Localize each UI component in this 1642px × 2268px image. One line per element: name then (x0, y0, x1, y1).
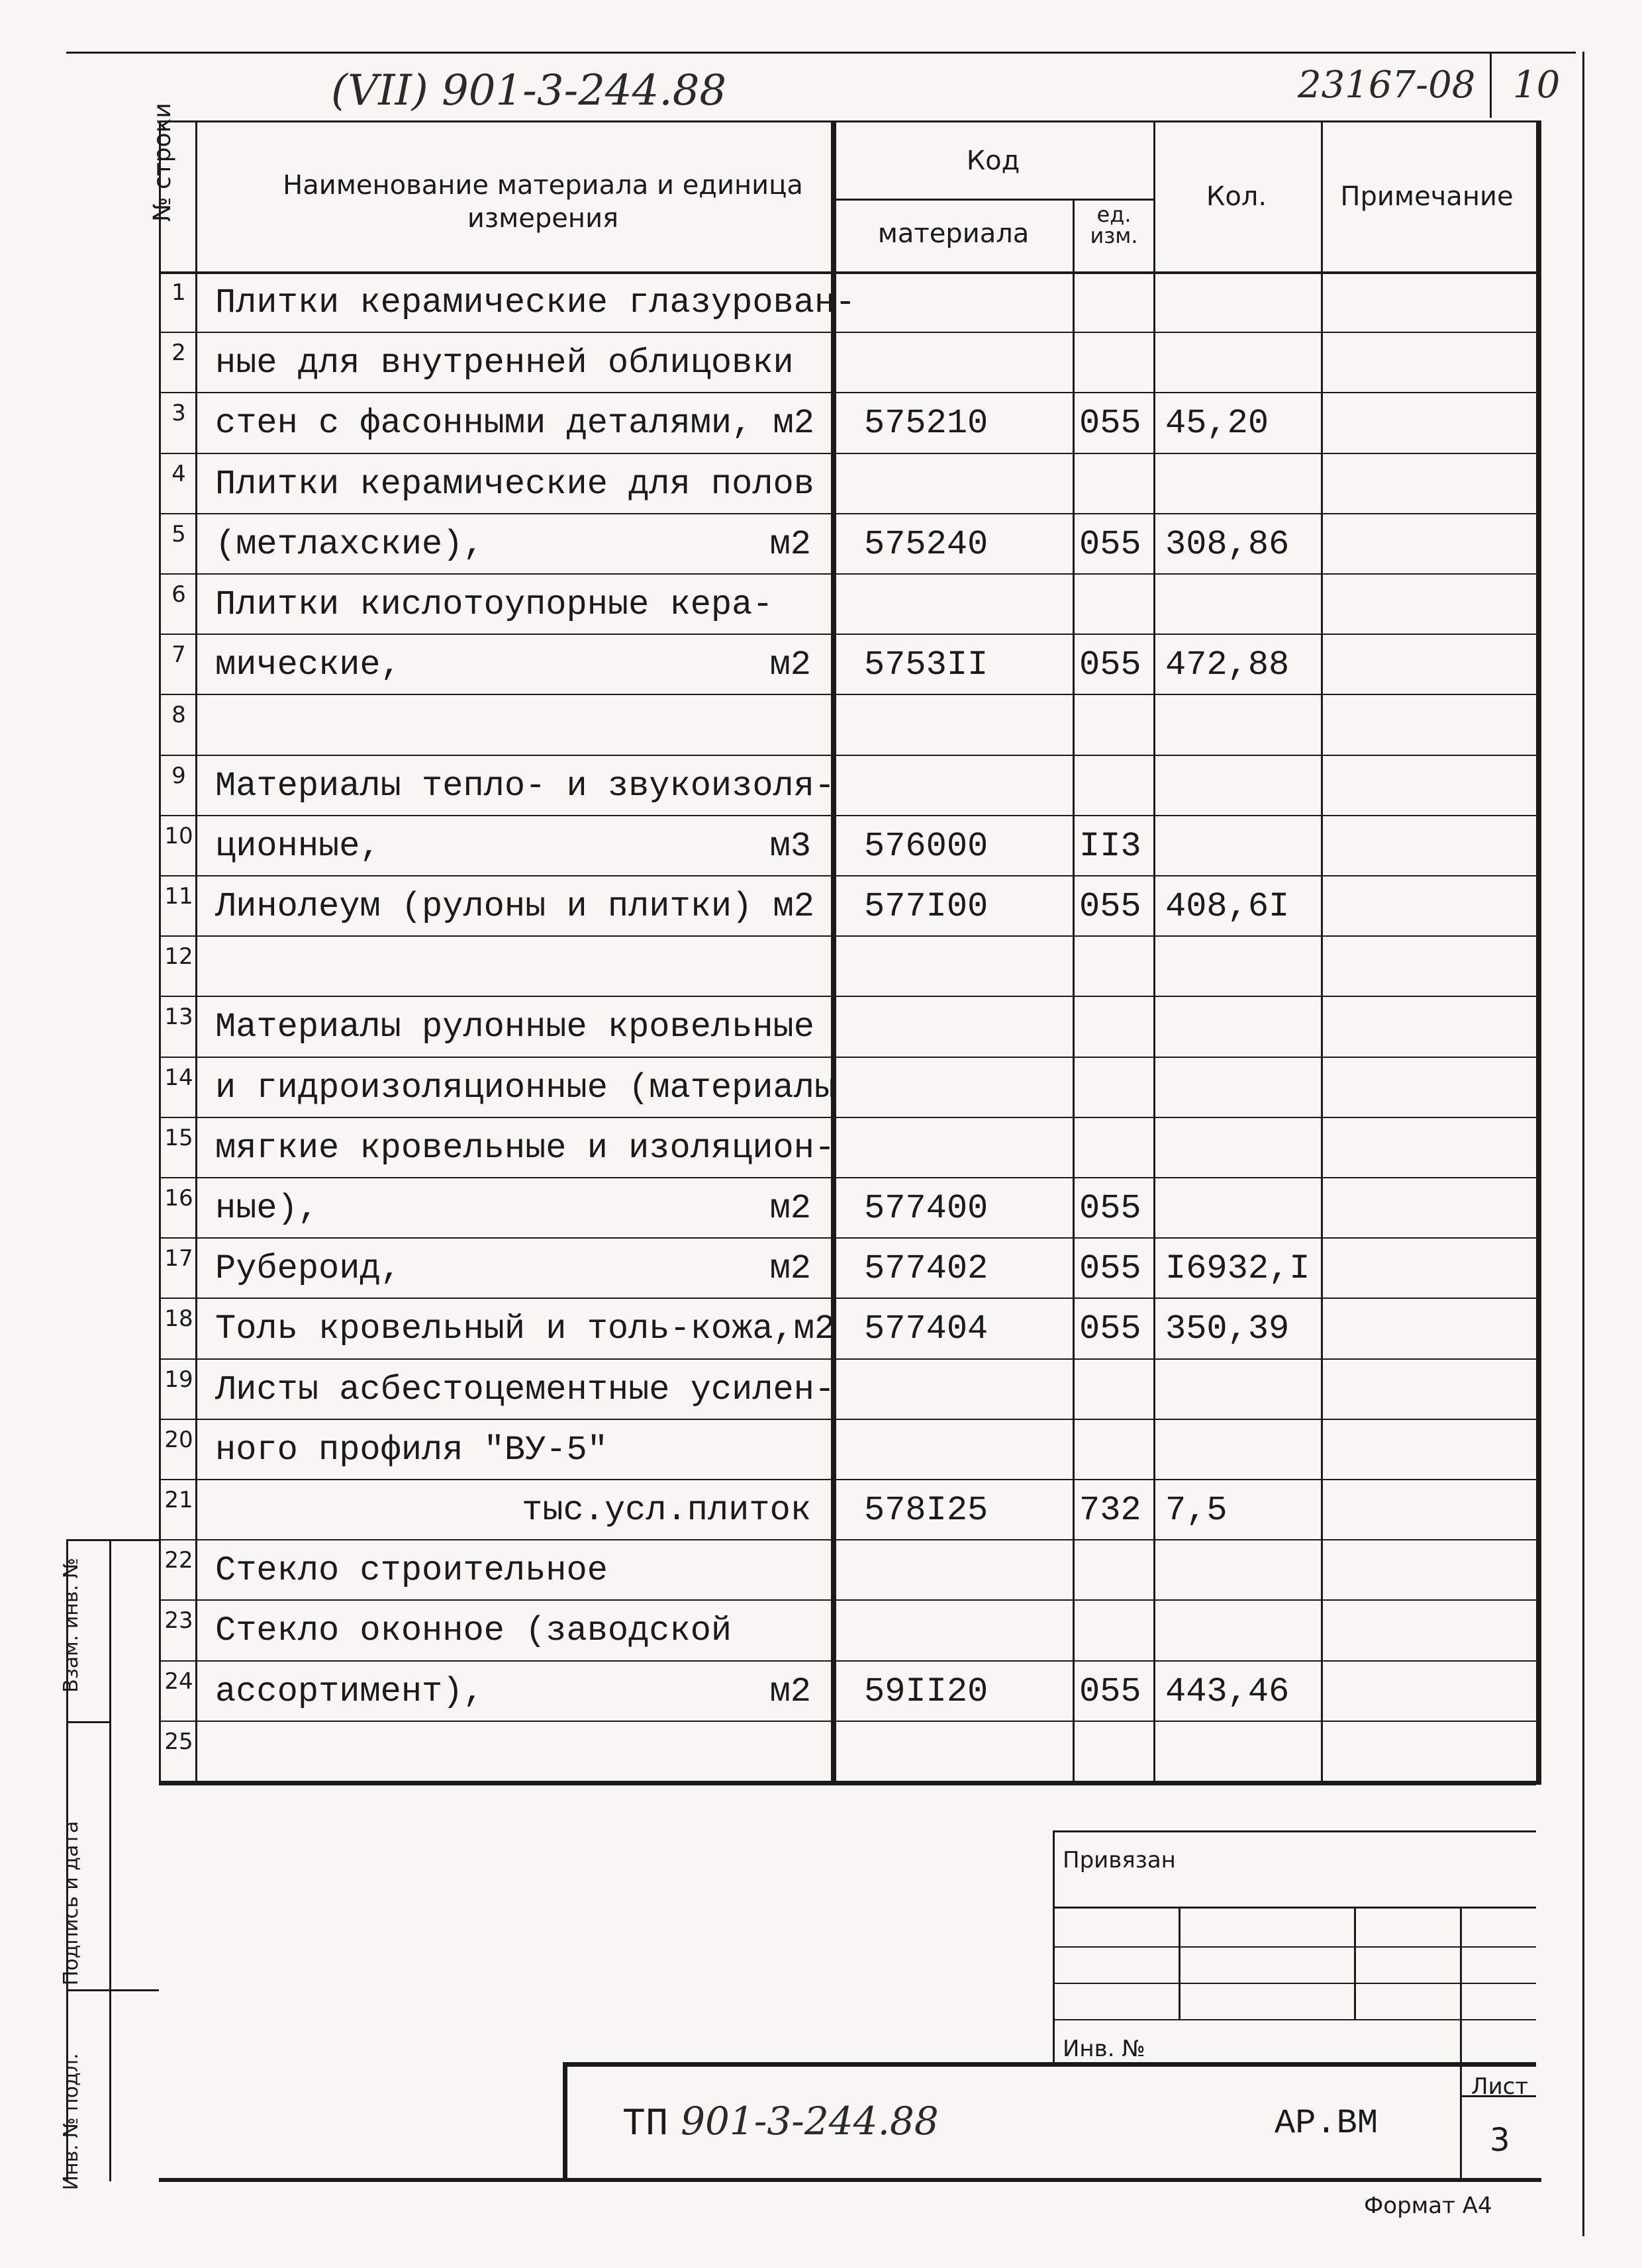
material-name: Рубероид, (215, 1249, 401, 1289)
quantity: I6932,I (1165, 1249, 1310, 1289)
quantity-divider (1321, 120, 1323, 1781)
row-rule (159, 1117, 1536, 1118)
unit-name: м2 (769, 1672, 811, 1711)
row-number-header: № строки (149, 103, 176, 222)
material-code: 577402 (864, 1249, 989, 1289)
row-number: 11 (164, 883, 193, 910)
unit-name: м2 (769, 524, 811, 564)
row-rule (159, 1721, 1536, 1722)
unit-code: 055 (1079, 645, 1141, 685)
row-rule (159, 392, 1536, 393)
material-code: 578I25 (864, 1491, 989, 1530)
header-top-rule (159, 120, 1536, 122)
stamp-rule (1053, 1983, 1536, 1984)
material-name: Плитки керамические глазурован- (215, 283, 856, 322)
material-code: 59II20 (864, 1672, 989, 1711)
bound-label: Привязан (1063, 1847, 1176, 1873)
document-code: 23167-08 (1298, 64, 1476, 107)
unit-code: II3 (1079, 826, 1141, 866)
stamp-bottom-rule (159, 2178, 1541, 2182)
material-code: 5753II (864, 645, 989, 685)
original-inventory-label: Инв. № подл. (60, 2053, 83, 2191)
header-bottom-rule (159, 271, 1536, 274)
document-designation (622, 2099, 939, 2146)
doc-number: 901-3-244.88 (681, 2099, 939, 2144)
material-name: мические, (215, 645, 401, 685)
format-label: Формат А4 (1364, 2193, 1492, 2219)
row-number: 1 (171, 279, 186, 306)
material-name: ные для внутренней облицовки (215, 344, 794, 383)
row-number: 7 (171, 641, 186, 669)
stamp-rule (1053, 1830, 1055, 2062)
unit-code: 055 (1079, 1189, 1141, 1228)
unit-name: м2 (769, 645, 811, 685)
material-code: 575240 (864, 524, 989, 564)
row-rule (159, 1539, 1536, 1540)
doc-prefix: ТП (622, 2103, 669, 2146)
material-name: Стекло строительное (215, 1551, 608, 1591)
unit-name: м2 (769, 1189, 811, 1228)
material-name: Плитки керамические для полов (215, 464, 814, 504)
unit-code-header: ед. изм. (1090, 202, 1138, 248)
row-number-divider (195, 120, 197, 1781)
stamp-title-rule (563, 2062, 1536, 2067)
row-number: 6 (171, 581, 186, 608)
unit-code: 055 (1079, 1249, 1141, 1289)
row-number: 5 (171, 520, 186, 547)
row-number: 9 (171, 762, 186, 789)
material-name: Толь кровельный и толь-кожа,м2 (215, 1309, 836, 1349)
code-divider (1073, 199, 1075, 1781)
material-name: Листы асбестоцементные усилен- (215, 1370, 836, 1409)
material-code: 576000 (864, 826, 989, 866)
row-number: 10 (164, 822, 193, 849)
unit-code: 055 (1079, 524, 1141, 564)
material-name: ционные, (215, 826, 381, 866)
row-number: 21 (164, 1487, 193, 1513)
material-name: Плитки кислотоупорные кера- (215, 585, 773, 624)
material-code-header: материала (877, 218, 1030, 249)
quantity: 350,39 (1165, 1309, 1290, 1349)
material-name: мягкие кровельные и изоляцион- (215, 1128, 836, 1168)
row-rule (159, 996, 1536, 997)
row-number: 4 (171, 460, 186, 487)
material-name: Материалы тепло- и звукоизоля- (215, 766, 836, 806)
stamp-rule (1179, 1907, 1181, 2019)
note-header: Примечание (1340, 181, 1514, 212)
row-number: 22 (164, 1547, 193, 1574)
row-rule (159, 815, 1536, 816)
unit-code: 055 (1079, 404, 1141, 444)
row-rule (159, 1237, 1536, 1239)
stamp-rule (1053, 2019, 1536, 2020)
row-number: 14 (164, 1064, 193, 1091)
unit-divider (1153, 120, 1155, 1781)
unit-name: м2 (769, 1249, 811, 1289)
row-number: 24 (164, 1668, 193, 1695)
material-name: ные), (215, 1189, 319, 1228)
signature-date-label: Подпись и дата (60, 1820, 83, 1986)
left-border (159, 120, 161, 1781)
stamp-title-rule (563, 2062, 567, 2181)
row-number: 12 (164, 943, 193, 970)
row-rule (159, 634, 1536, 635)
material-name: Линолеум (рулоны и плитки) м2 (215, 887, 814, 926)
row-number: 3 (171, 400, 186, 427)
side-strip-divider (109, 1539, 111, 2181)
row-rule (159, 1358, 1536, 1360)
unit-code: 732 (1079, 1491, 1141, 1530)
row-rule (159, 1660, 1536, 1662)
unit-name: м3 (769, 826, 811, 866)
code-header: Код (966, 146, 1020, 176)
unit-name: тыс.усл.плиток (522, 1491, 811, 1530)
row-rule (159, 875, 1536, 876)
quantity: 7,5 (1165, 1491, 1228, 1530)
row-number: 23 (164, 1607, 193, 1634)
right-border (1536, 120, 1541, 1785)
sheet-label: Лист (1471, 2073, 1529, 2100)
row-number: 17 (164, 1245, 193, 1272)
stamp-rule (1053, 1946, 1536, 1948)
quantity: 308,86 (1165, 524, 1290, 564)
drawing-mark: АР.ВМ (1275, 2104, 1378, 2143)
unit-code: 055 (1079, 1309, 1141, 1349)
row-number: 13 (164, 1004, 193, 1031)
row-number: 20 (164, 1426, 193, 1453)
material-code: 577400 (864, 1189, 989, 1228)
material-code: 575210 (864, 404, 989, 444)
quantity: 45,20 (1165, 404, 1269, 444)
name-column-header: Наименование материала и единица измерения (283, 170, 803, 234)
code-subheader-rule (831, 199, 1153, 201)
row-number: 8 (171, 702, 186, 729)
stamp-rule (1354, 1907, 1356, 2019)
row-rule (159, 1298, 1536, 1299)
material-name: Стекло оконное (заводской (215, 1611, 732, 1651)
material-name: ассортимент), (215, 1672, 484, 1711)
stamp-inventory-label: Инв. № (1063, 2036, 1145, 2062)
row-rule (159, 573, 1536, 575)
material-code: 577I00 (864, 887, 989, 926)
row-number: 2 (171, 340, 186, 367)
row-rule (159, 453, 1536, 454)
row-rule (159, 755, 1536, 756)
material-name: и гидроизоляционные (материалы (215, 1068, 836, 1108)
series-number: (VII) 901-3-244.88 (331, 66, 727, 115)
stamp-rule (1053, 1830, 1536, 1832)
quantity: 443,46 (1165, 1672, 1290, 1711)
row-number: 16 (164, 1185, 193, 1211)
row-rule (159, 935, 1536, 937)
sheet-number: 3 (1490, 2122, 1510, 2159)
row-rule (159, 1057, 1536, 1058)
material-name: ного профиля "ВУ-5" (215, 1430, 608, 1470)
page-number: 10 (1513, 64, 1561, 107)
row-rule (159, 513, 1536, 514)
material-name: Материалы рулонные кровельные (215, 1008, 814, 1047)
material-name: стен с фасонными деталями, м2 (215, 404, 814, 444)
row-rule (159, 1419, 1536, 1420)
row-rule (159, 1177, 1536, 1178)
unit-code: 055 (1079, 887, 1141, 926)
row-rule (159, 694, 1536, 695)
row-number: 25 (164, 1728, 193, 1755)
material-name: (метлахские), (215, 524, 484, 564)
stamp-rule (1460, 1907, 1462, 2178)
quantity-header: Кол. (1206, 181, 1267, 212)
row-rule (159, 332, 1536, 333)
quantity: 472,88 (1165, 645, 1290, 685)
table-bottom-rule (159, 1781, 1536, 1785)
stamp-rule (1053, 1907, 1536, 1909)
quantity: 408,6I (1165, 887, 1290, 926)
unit-code: 055 (1079, 1672, 1141, 1711)
replace-inventory-label: Взам. инв. № (60, 1558, 83, 1693)
row-rule (159, 1479, 1536, 1480)
row-number: 19 (164, 1366, 193, 1393)
material-code: 577404 (864, 1309, 989, 1349)
row-number: 15 (164, 1124, 193, 1151)
row-rule (159, 1599, 1536, 1601)
name-divider (831, 120, 836, 1785)
row-number: 18 (164, 1305, 193, 1333)
